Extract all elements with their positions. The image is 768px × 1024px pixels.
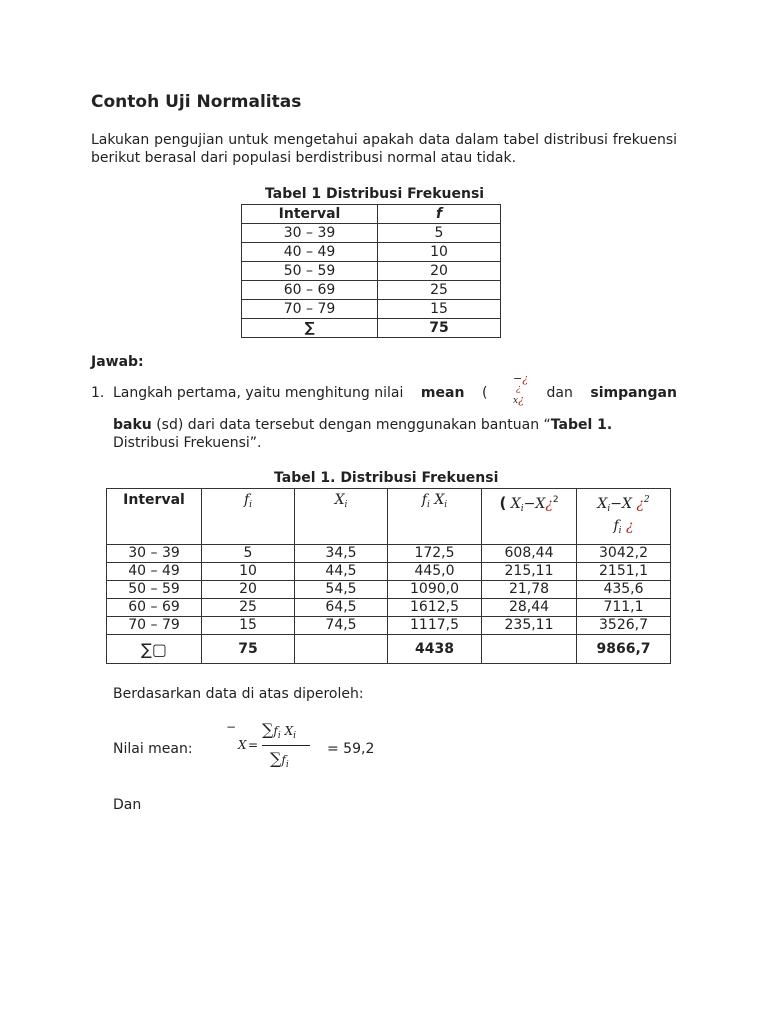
sum-fixi: 4438 — [388, 635, 482, 664]
cell-interval: 60 – 69 — [107, 599, 202, 617]
cell-fi: 10 — [202, 563, 295, 581]
answer-label: Jawab: — [91, 354, 144, 370]
step1-line1 — [113, 385, 677, 401]
calculation-table — [106, 488, 671, 664]
cell-fixi: 1090,0 — [388, 581, 482, 599]
table-row — [242, 262, 501, 281]
table-row — [242, 281, 501, 300]
sd-word: simpangan — [590, 385, 677, 401]
fraction-bar — [262, 745, 310, 746]
cell-interval: 40 – 49 — [107, 563, 202, 581]
cell-f: 10 — [378, 243, 501, 262]
cell-xi: 44,5 — [295, 563, 388, 581]
cell-squared-deviation: 608,44 — [482, 545, 577, 563]
cell-interval: 30 – 39 — [107, 545, 202, 563]
header-weighted-deviation: $X_i-X$ ¿$^2$ $f_i$ ¿ — [577, 489, 671, 545]
sum-squared-deviation — [482, 635, 577, 664]
cell-squared-deviation: 235,11 — [482, 617, 577, 635]
table-sum-row — [242, 319, 501, 338]
dan-label: Dan — [113, 797, 142, 813]
intro-paragraph: Lakukan pengujian untuk mengetahui apakah data dalam tabel distribusi frekuensi berikut berasal dari populasi berdistribusi normal atau tidak. — [91, 132, 677, 166]
header-xi: $X_i$ — [295, 489, 388, 545]
cell-weighted-deviation: 3526,7 — [577, 617, 671, 635]
table-row — [242, 224, 501, 243]
sum-fi: 75 — [202, 635, 295, 664]
dan-word: dan — [546, 385, 573, 401]
sum-weighted-deviation: 9866,7 — [577, 635, 671, 664]
sum-value: 75 — [378, 319, 501, 338]
cell-xi: 74,5 — [295, 617, 388, 635]
cell-interval: 50 – 59 — [107, 581, 202, 599]
table-row — [242, 300, 501, 319]
table-row — [107, 545, 671, 563]
cell-fixi: 1612,5 — [388, 599, 482, 617]
table-row — [107, 563, 671, 581]
cell-weighted-deviation: 2151,1 — [577, 563, 671, 581]
baku-word: baku — [113, 417, 152, 433]
cell-squared-deviation: 215,11 — [482, 563, 577, 581]
step1-line3: Distribusi Frekuensi”. — [113, 435, 262, 451]
derived-label: Berdasarkan data di atas diperoleh: — [113, 686, 364, 702]
cell-f: 20 — [378, 262, 501, 281]
step-number: 1. — [91, 385, 105, 401]
frequency-table — [241, 204, 501, 338]
cell-fi: 20 — [202, 581, 295, 599]
step1-text: Langkah pertama, yaitu menghitung nilai — [113, 385, 404, 401]
step1-line2: (sd) dari data tersebut dengan menggunakan bantuan “ — [151, 417, 551, 433]
mean-formula: − X = $\sum f_i$ $X_i$ $\sum f_i$ — [226, 720, 297, 770]
cell-fixi: 445,0 — [388, 563, 482, 581]
sum-xi — [295, 635, 388, 664]
table-header-row — [107, 489, 671, 545]
step1-continuation — [113, 416, 677, 452]
cell-interval: 60 – 69 — [242, 281, 378, 300]
cell-interval: 50 – 59 — [242, 262, 378, 281]
header-interval: Interval — [242, 205, 378, 224]
cell-squared-deviation: 28,44 — [482, 599, 577, 617]
cell-xi: 54,5 — [295, 581, 388, 599]
table-row — [107, 599, 671, 617]
cell-fixi: 1117,5 — [388, 617, 482, 635]
paren-open: ( — [481, 385, 488, 401]
sum-symbol: ∑ — [242, 319, 378, 338]
table-reference: Tabel 1. — [550, 417, 613, 433]
table-sum-row — [107, 635, 671, 664]
cell-xi: 64,5 — [295, 599, 388, 617]
header-f: f — [378, 205, 501, 224]
cell-fixi: 172,5 — [388, 545, 482, 563]
cell-interval: 70 – 79 — [107, 617, 202, 635]
header-fixi: $f_i$ $X_i$ — [388, 489, 482, 545]
table-row — [242, 243, 501, 262]
cell-f: 5 — [378, 224, 501, 243]
mean-label: Nilai mean: — [113, 741, 193, 757]
page-title: Contoh Uji Normalitas — [91, 92, 302, 112]
cell-fi: 25 — [202, 599, 295, 617]
header-squared-deviation: ( $X_i-X¿^2$ — [482, 489, 577, 545]
cell-interval: 70 – 79 — [242, 300, 378, 319]
cell-weighted-deviation: 711,1 — [577, 599, 671, 617]
header-fi: $f_i$ — [202, 489, 295, 545]
cell-f: 25 — [378, 281, 501, 300]
mean-word: mean — [420, 385, 465, 401]
mean-result: = 59,2 — [327, 741, 375, 757]
table2-caption: Tabel 1. Distribusi Frekuensi — [274, 470, 499, 486]
table-row — [107, 617, 671, 635]
cell-fi: 5 — [202, 545, 295, 563]
table1-caption: Tabel 1 Distribusi Frekuensi — [265, 186, 485, 202]
cell-fi: 15 — [202, 617, 295, 635]
table-row — [107, 581, 671, 599]
cell-f: 15 — [378, 300, 501, 319]
cell-xi: 34,5 — [295, 545, 388, 563]
cell-interval: 30 – 39 — [242, 224, 378, 243]
header-interval: Interval — [107, 489, 202, 545]
cell-interval: 40 – 49 — [242, 243, 378, 262]
cell-weighted-deviation: 435,6 — [577, 581, 671, 599]
cell-weighted-deviation: 3042,2 — [577, 545, 671, 563]
cell-squared-deviation: 21,78 — [482, 581, 577, 599]
mean-symbol-icon: −¿ ¿ x¿ — [513, 372, 529, 406]
table-header-row — [242, 205, 501, 224]
sum-symbol: ∑▢ — [107, 635, 202, 664]
